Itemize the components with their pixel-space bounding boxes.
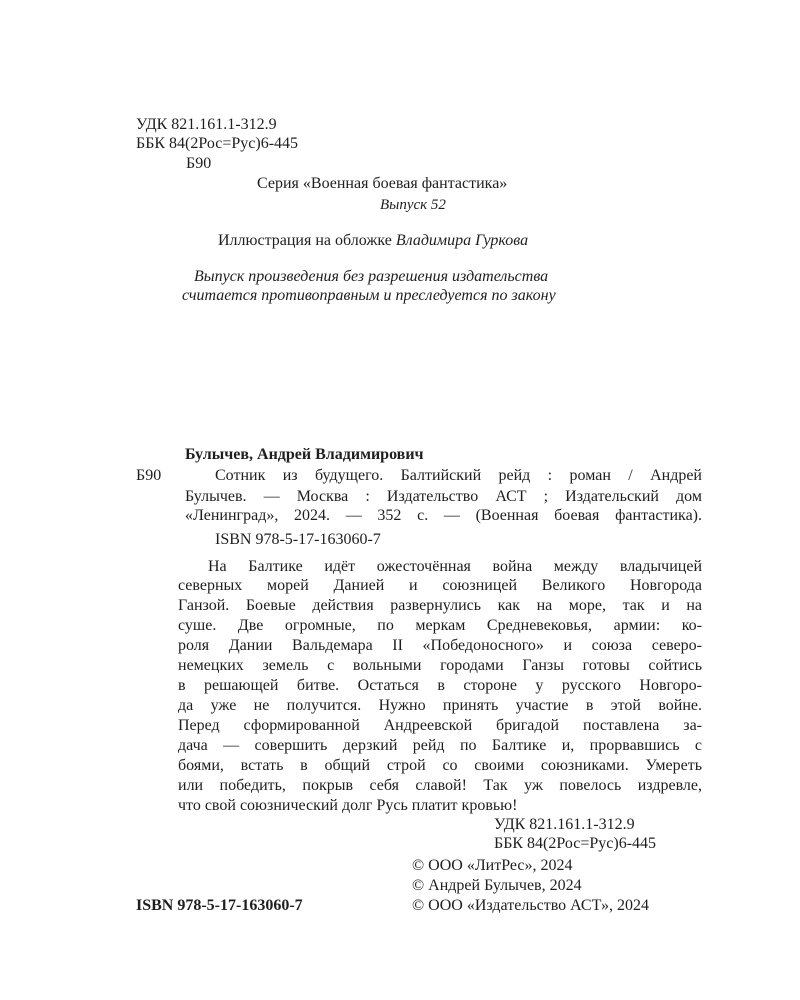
annotation-line: Ганзой. Боевые действия развернулись как на море, так и на (178, 597, 702, 614)
catalog-description-line3: «Ленинград», 2024. — 352 с. — (Военная боевая фантастика). (185, 507, 702, 524)
illustration-prefix: Иллюстрация на обложке (218, 232, 396, 249)
annotation-line: северных морей Данией и союзницей Великого Новгорода (178, 577, 702, 594)
bbk-code: ББК 84(2Рос=Рус)6-445 (136, 135, 299, 152)
catalog-author-heading: Булычев, Андрей Владимирович (185, 446, 424, 463)
catalog-description-line1: Сотник из будущего. Балтийский рейд : роман / Андрей (215, 467, 702, 484)
annotation-line: что свой союзнический долг Русь платит кровью! (178, 797, 518, 814)
illustration-credit (218, 232, 528, 250)
illustration-artist: Владимира Гуркова (395, 232, 529, 249)
catalog-mark: Б90 (136, 467, 162, 484)
series-issue: Выпуск 52 (380, 197, 446, 213)
annotation-line: или победить, покрыв себя славой! Так уж повелось издревле, (178, 777, 702, 794)
catalog-description-line2: Булычев. — Москва : Издательство АСТ ; Издательский дом (185, 488, 702, 505)
annotation-line: боями, встать в общий строй со своими союзниками. Умереть (178, 757, 702, 774)
annotation-line: немецких земель с вольными городами Ганзы готовы сойтись (178, 657, 702, 674)
annotation-line: в решающей битве. Остаться в стороне у русского Новгоро- (178, 677, 702, 694)
series-title: Серия «Военная боевая фантастика» (257, 175, 508, 192)
bottom-isbn: ISBN 978-5-17-163060-7 (136, 897, 303, 914)
annotation-line: да уже не получится. Нужно принять участие в этой войне. (178, 697, 702, 714)
udk-code: УДК 821.161.1-312.9 (136, 116, 277, 133)
bottom-udk-code: УДК 821.161.1-312.9 (494, 816, 635, 833)
annotation-line: Перед сформированной Андреевской бригадой поставлена за- (178, 717, 702, 734)
author-mark: Б90 (186, 155, 212, 172)
copyright-author: © Андрей Булычев, 2024 (412, 877, 582, 894)
bottom-bbk-code: ББК 84(2Рос=Рус)6-445 (494, 835, 657, 852)
copyright-notice-line2: считается противоправным и преследуется по закону (182, 287, 556, 304)
copyright-notice-line1: Выпуск произведения без разрешения издательства (194, 268, 549, 285)
copyright-litres: © ООО «ЛитРес», 2024 (412, 857, 573, 874)
annotation-line: суше. Две огромные, по меркам Средневековья, армии: ко- (178, 617, 702, 634)
copyright-ast: © ООО «Издательство АСТ», 2024 (412, 897, 649, 914)
annotation-line: На Балтике идёт ожесточённая война между владычицей (208, 558, 702, 575)
annotation-line: дача — совершить дерзкий рейд по Балтике и, прорвавшись с (178, 737, 702, 754)
catalog-isbn: ISBN 978-5-17-163060-7 (215, 531, 381, 548)
annotation-line: роля Дании Вальдемара II «Победоносного» и союза северо- (178, 637, 702, 654)
